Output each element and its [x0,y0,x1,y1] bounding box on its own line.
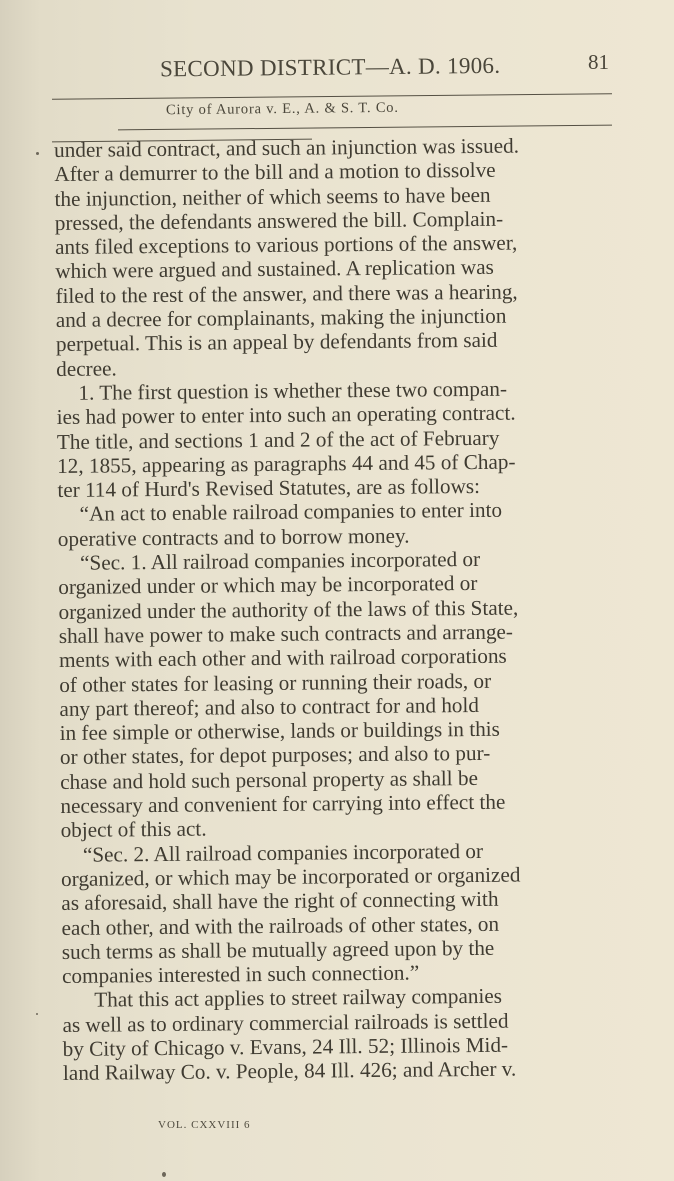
text-line: in fee simple or otherwise, lands or buildings in this [59,716,500,746]
text-line: After a demurrer to the bill and a motion to dissolve [54,158,496,187]
text-line: “Sec. 2. All railroad companies incorporated or [82,838,484,867]
page-number: 81 [588,50,609,74]
text-line: any part thereof; and also to contract for and hold [59,692,480,721]
text-line: “Sec. 1. All railroad companies incorporated or [79,546,481,575]
text-line: land Railway Co. v. People, 84 Ill. 426; and Archer v. [62,1056,517,1086]
text-line: as aforesaid, shall have the right of connecting with [61,886,499,916]
body-text [54,133,629,1086]
text-line: under said contract, and such an injunction was issued. [54,133,520,162]
text-line: perpetual. This is an appeal by defendants from said [55,328,498,357]
paper-speck [36,152,39,155]
text-line: 12, 1855, appearing as paragraphs 44 and 45 of Chap- [57,449,516,478]
text-line: ter 114 of Hurd's Revised Statutes, are as follows: [57,474,481,503]
case-title: City of Aurora v. E., A. & S. T. Co. [165,99,399,119]
text-line: shall have power to make such contracts and arrange- [58,619,514,648]
text-line: ments with each other and with railroad corporations [58,643,507,673]
text-line: as well as to ordinary commercial railroads is settled [62,1008,509,1037]
text-line: filed to the rest of the answer, and there was a hearing, [55,279,518,308]
text-line: the injunction, neither of which seems to have been [54,182,491,211]
text-line: ants filed exceptions to various portions of the answer, [54,230,518,260]
text-line: decree. [56,356,117,381]
text-line: “An act to enable railroad companies to enter into [79,498,503,527]
text-line: such terms as shall be mutually agreed upon by the [61,935,495,964]
signature-mark: VOL. CXXVIII 6 [158,1119,251,1131]
text-line: The title, and sections 1 and 2 of the act of February [56,425,500,454]
text-line: by City of Chicago v. Evans, 24 Ill. 52; Illinois Mid- [62,1032,509,1061]
text-line: organized, or which may be incorporated or organized [60,862,521,891]
text-line: ies had power to enter into such an operating contract. [56,400,516,430]
paper-speck [162,1172,166,1177]
text-line: each other, and with the railroads of other states, on [61,911,500,940]
text-line: operative contracts and to borrow money. [57,523,410,551]
text-line: necessary and convenient for carrying into effect the [60,789,506,818]
text-line: or other states, for depot purposes; and also to pur- [59,741,491,770]
text-line: That this act applies to street railway companies [94,984,503,1013]
text-line: object of this act. [60,816,207,843]
text-line: 1. The first question is whether these two compan- [78,376,508,405]
paper-speck [36,1013,38,1015]
case-title-rule [118,125,612,131]
header-rule [52,93,612,99]
text-line: companies interested in such connection.” [61,960,420,989]
text-line: organized under the authority of the laws of this State, [58,595,519,624]
text-line: of other states for leasing or running their roads, or [59,668,492,697]
text-line: chase and hold such personal property as shall be [60,765,479,794]
running-head: SECOND DISTRICT—A. D. 1906. [159,52,501,82]
text-line: organized under or which may be incorporated or [58,571,478,600]
text-line: pressed, the defendants answered the bill. Complain- [54,206,504,235]
text-line: which were argued and sustained. A replication was [55,255,494,284]
text-line: and a decree for complainants, making the injunction [55,303,507,333]
